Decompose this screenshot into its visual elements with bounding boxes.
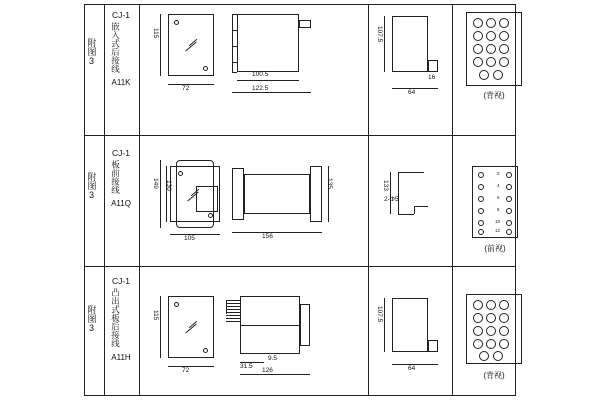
dim-2-105: 105: [184, 235, 195, 242]
dim-3-31-5: 31.5: [240, 363, 253, 370]
device-model-2: CJ-1: [112, 148, 130, 158]
dim-1-72: 72: [182, 85, 190, 92]
terminal-num-2: 2: [497, 171, 500, 176]
dim-3-9-5: 9.5: [268, 355, 278, 362]
device-code-2: A11Q: [111, 199, 131, 208]
terminal-num-6: 6: [497, 195, 500, 200]
dim-1-122-5: 122.5: [252, 85, 269, 92]
dim-3-107-5: 107.5: [376, 306, 383, 323]
dim-1-115: 115: [152, 28, 159, 39]
row-label-3: [84, 305, 108, 336]
dim-1-107-5: 107.5: [376, 26, 383, 43]
row-label-3-text: 附图3: [86, 305, 97, 333]
view-caption-2: (前视): [484, 244, 506, 253]
column-separator-name: [139, 4, 140, 396]
terminal-num-12: 12: [495, 228, 501, 233]
device-name-1: [106, 10, 136, 88]
row-label-1-text: 附图3: [86, 38, 97, 66]
dim-1-16: 16: [428, 74, 436, 81]
row-label-1: [84, 38, 108, 69]
terminal-num-4: 4: [497, 183, 500, 188]
device-name-3: [106, 276, 136, 363]
dim-2-149: 149: [152, 178, 159, 189]
device-name-2: [106, 148, 136, 209]
dim-1-64: 64: [408, 89, 416, 96]
dim-2-133: 133: [382, 180, 389, 191]
device-model-1: CJ-1: [112, 10, 130, 20]
column-separator-terminal: [452, 4, 453, 396]
dim-3-115: 115: [152, 310, 159, 321]
dim-2-156: 156: [262, 233, 273, 240]
device-code-1: A11K: [111, 78, 131, 87]
row-label-2: [84, 172, 108, 203]
column-separator-views: [368, 4, 369, 396]
device-type-3: 凸出式板后接线: [110, 288, 121, 348]
dim-2-2phi5: 2-Φ5: [384, 196, 399, 203]
dim-1-100-5: 100.5: [252, 71, 269, 78]
device-code-3: A11H: [111, 352, 131, 362]
device-type-2: 板前接线: [110, 160, 121, 194]
dim-2-130: 130: [165, 180, 172, 191]
row-label-2-text: 附图3: [86, 172, 97, 200]
terminal-num-8: 8: [497, 207, 500, 212]
device-model-3: CJ-1: [112, 276, 130, 286]
terminal-num-10: 10: [495, 219, 501, 224]
device-type-1: 嵌入式后接线: [110, 22, 121, 73]
dim-3-64: 64: [408, 365, 416, 372]
dim-3-126: 126: [262, 367, 273, 374]
dim-3-72: 72: [182, 367, 190, 374]
view-caption-1: (背视): [483, 91, 505, 100]
dim-2-135: 135: [326, 178, 333, 189]
view-caption-3: (背视): [483, 371, 505, 380]
